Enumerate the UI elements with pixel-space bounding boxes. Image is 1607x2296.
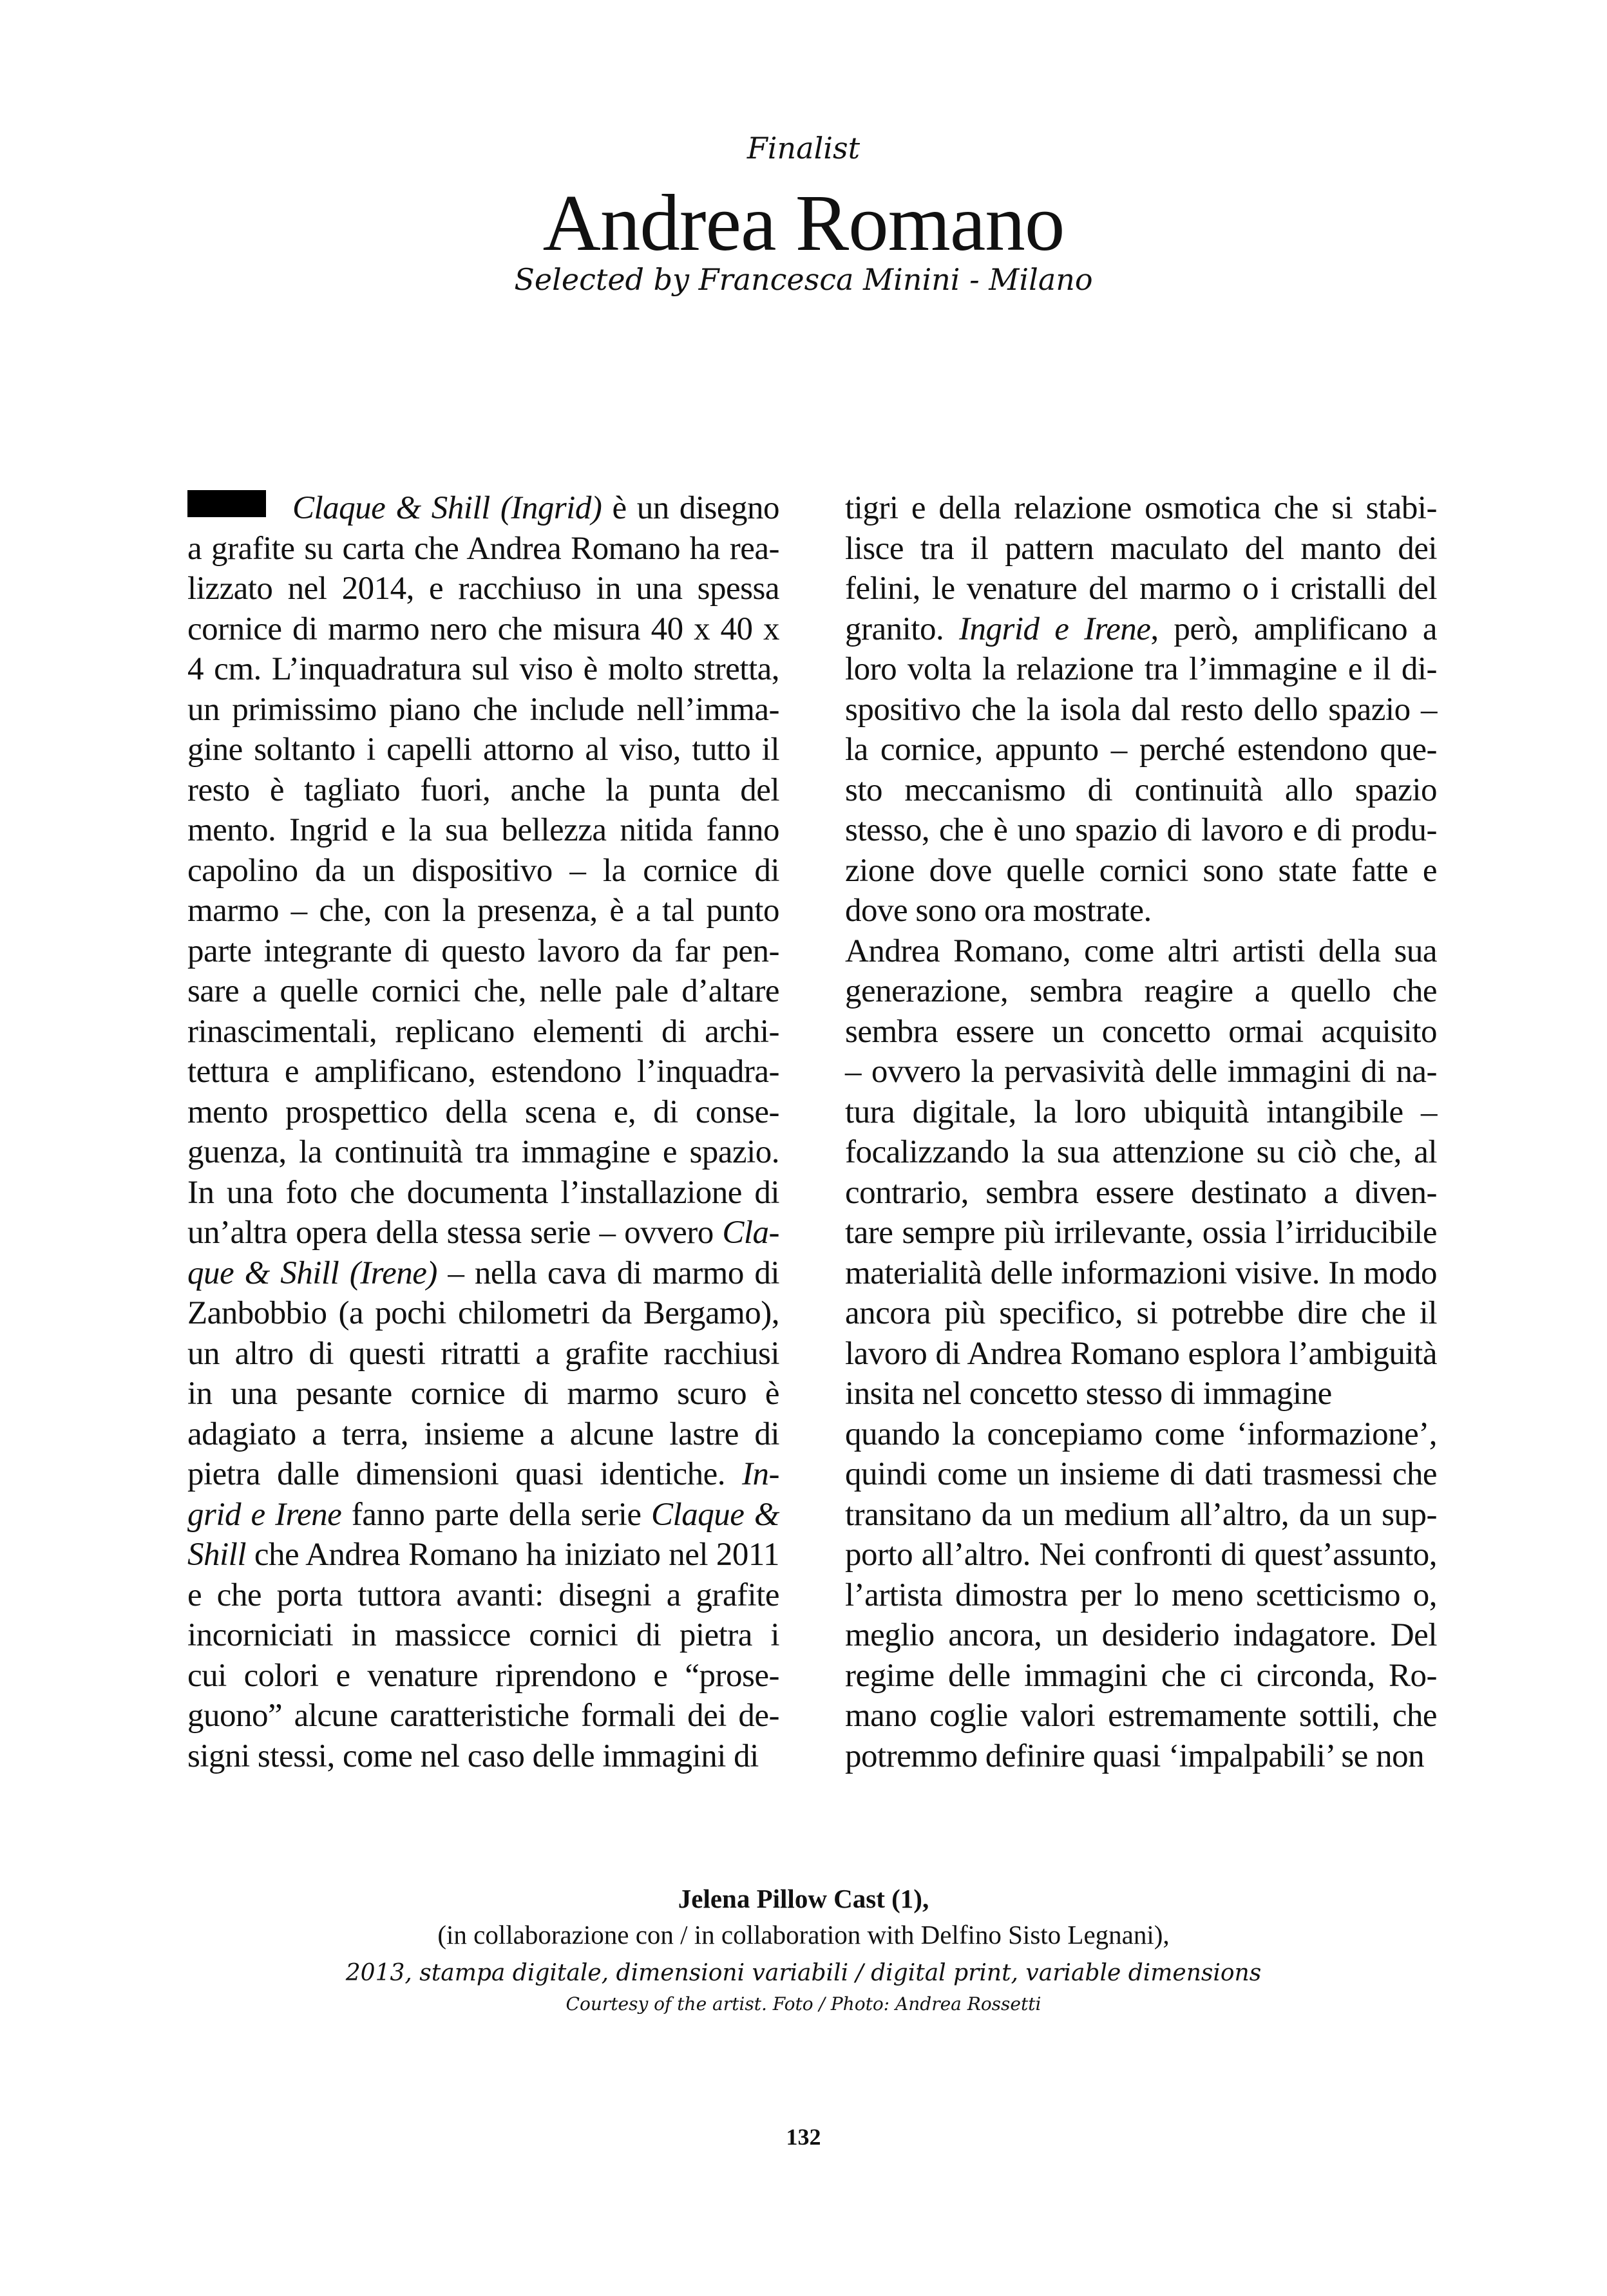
paragraph-marker-block [187,490,266,517]
text-line [187,1172,779,1213]
text-line [845,1172,1437,1213]
text-line [845,649,1437,690]
text-line [845,1011,1437,1052]
text-line [845,1736,1424,1777]
text-line [187,689,779,730]
text-segment: quindi come un insieme di dati trasmessi che [845,1456,1437,1492]
text-segment: In una foto che documenta l’installazione di [187,1174,779,1211]
text-segment: contrario, sembra essere destinato a diven- [845,1174,1437,1211]
text-line [187,1454,779,1495]
caption-medium: 2013, stampa digitale, dimensioni variabili / digital print, variable dimensions [345,1960,1262,1986]
text-segment: cui colori e venature riprendono e “prose- [187,1657,779,1694]
text-segment: – nella cava di marmo di [437,1255,779,1291]
text-line [187,1736,759,1777]
text-line [187,1132,779,1173]
text-line [187,1373,779,1414]
text-segment: incorniciati in massicce cornici di pietra i [187,1617,779,1653]
text-segment: spositivo che la isola dal resto dello spazio – [845,691,1437,728]
text-line [845,1333,1437,1374]
text-line [845,1092,1437,1133]
text-segment: un altro di questi ritratti a grafite racchiusi [187,1335,779,1372]
text-line [845,1695,1437,1736]
text-line [845,528,1437,569]
artist-name-title: Andrea Romano [542,179,1065,268]
text-line [187,1534,779,1575]
text-segment: l’artista dimostra per lo meno scetticismo o, [845,1577,1437,1613]
text-segment: stesso, che è uno spazio di lavoro e di produ- [845,812,1437,848]
text-line [845,1132,1437,1173]
text-segment: pietra dalle dimensioni quasi identiche. [187,1456,743,1492]
text-line [187,850,779,891]
text-line [187,890,779,931]
text-line [845,729,1437,770]
text-segment: lizzato nel 2014, e racchiuso in una spessa [187,571,779,607]
text-segment: lavoro di Andrea Romano esplora l’ambiguità [845,1335,1437,1372]
text-line [845,1655,1437,1696]
text-line [187,1695,779,1736]
text-line [845,850,1437,891]
text-segment: 4 cm. L’inquadratura sul viso è molto stretta, [187,651,779,687]
text-line [845,770,1437,811]
italic-title-segment: Claque & [651,1496,779,1533]
text-segment: ancora più specifico, si potrebbe dire che il [845,1295,1437,1331]
text-segment: signi stessi, come nel caso delle immagini di [187,1738,759,1774]
text-line [187,810,779,851]
text-segment: rinascimentali, replicano elementi di archi- [187,1013,779,1050]
text-segment: tigri e della relazione osmotica che si stabi- [845,490,1437,526]
caption-collaboration: (in collaborazione con / in collaboration with Delfino Sisto Legnani), [437,1920,1170,1950]
italic-title-segment: Cla- [722,1215,779,1251]
text-segment: cornice di marmo nero che misura 40 x 40 x [187,611,779,647]
text-line [187,770,779,811]
text-line [845,609,1437,650]
text-line [187,1615,779,1656]
text-line [187,1293,779,1334]
text-line [187,931,779,972]
text-segment: in una pesante cornice di marmo scuro è [187,1376,779,1412]
text-segment: adagiato a terra, insieme a alcune lastre di [187,1416,779,1452]
text-line [187,1253,779,1294]
text-segment: felini, le venature del marmo o i cristalli del [845,571,1437,607]
italic-title-segment: que & Shill (Irene) [187,1255,437,1291]
text-line [845,1494,1437,1535]
text-segment: materialità delle informazioni visive. In modo [845,1255,1437,1291]
text-segment: generazione, sembra reagire a quello che [845,973,1437,1009]
text-line [845,971,1437,1012]
text-segment: guenza, la continuità tra immagine e spazio. [187,1134,779,1170]
text-line [845,488,1437,529]
text-line [845,1615,1437,1656]
text-segment: tettura e amplificano, estendono l’inquadra- [187,1054,779,1090]
text-segment: – ovvero la pervasività delle immagini di na- [845,1054,1437,1090]
text-segment: parte integrante di questo lavoro da far pen- [187,933,779,969]
text-segment: transitano da un medium all’altro, da un sup- [845,1496,1437,1533]
text-segment: tare sempre più irrilevante, ossia l’irriducibile [845,1215,1437,1251]
text-line [845,1373,1332,1414]
text-segment: fanno parte della serie [341,1496,652,1533]
text-line [187,1333,779,1374]
text-line [845,1212,1437,1253]
text-line [845,1454,1437,1495]
text-segment: guono” alcune caratteristiche formali dei de- [187,1698,779,1734]
text-segment: un’altra opera della stessa serie – ovvero [187,1215,723,1251]
text-line [187,1212,779,1253]
italic-title-segment: Shill [187,1537,247,1573]
text-segment: meglio ancora, un desiderio indagatore. Del [845,1617,1437,1653]
text-segment: marmo – che, con la presenza, è a tal punto [187,893,779,929]
text-segment: potremmo definire quasi ‘impalpabili’ se non [845,1738,1425,1774]
section-label: Finalist [746,131,861,166]
text-segment: resto è tagliato fuori, anche la punta del [187,772,779,808]
page-number: 132 [786,2124,821,2150]
text-line [845,568,1437,609]
text-segment: gine soltanto i capelli attorno al viso, tutto il [187,732,779,768]
text-segment: mento prospettico della scena e, di conse- [187,1094,779,1130]
text-line [187,528,779,569]
text-segment: lisce tra il pattern maculato del manto dei [845,530,1437,567]
text-line [187,609,779,650]
text-line [845,689,1437,730]
text-segment: Zanbobbio (a pochi chilometri da Bergamo), [187,1295,779,1331]
text-line [292,488,779,529]
text-line [187,1655,779,1696]
text-line [845,810,1437,851]
text-segment: e che porta tuttora avanti: disegni a grafite [187,1577,779,1613]
text-segment: mano coglie valori estremamente sottili, che [845,1698,1437,1734]
text-line [845,1293,1437,1334]
text-segment: porto all’altro. Nei confronti di quest’assunto, [845,1537,1437,1573]
text-line [187,1575,779,1616]
text-segment: che Andrea Romano ha iniziato nel 2011 [246,1537,779,1573]
text-line [187,1051,779,1092]
text-line [187,971,779,1012]
text-segment: dove sono ora mostrate. [845,893,1152,929]
italic-title-segment: Claque & Shill (Ingrid) [292,490,602,526]
caption-title: Jelena Pillow Cast (1), [678,1884,929,1913]
text-line [845,1051,1437,1092]
text-line [187,649,779,690]
text-line [187,729,779,770]
text-line [845,1253,1437,1294]
text-segment: la cornice, appunto – perché estendono que- [845,732,1437,768]
text-segment: capolino da un dispositivo – la cornice di [187,852,779,889]
text-line [187,1414,779,1455]
text-segment: sembra essere un concetto ormai acquisito [845,1013,1437,1050]
text-line [187,1494,779,1535]
text-segment: regime delle immagini che ci circonda, Ro- [845,1657,1437,1694]
text-segment: granito. [845,611,959,647]
text-line [845,1534,1437,1575]
text-segment: Andrea Romano, come altri artisti della sua [845,933,1437,969]
text-line [845,1414,1437,1455]
text-line [187,568,779,609]
text-line [187,1011,779,1052]
caption-credit: Courtesy of the artist. Foto / Photo: Andrea Rossetti [566,1993,1041,2015]
text-line [845,931,1437,972]
italic-title-segment: grid e Irene [187,1496,342,1533]
text-segment: quando la concepiamo come ‘informazione’, [845,1416,1437,1452]
text-segment: mento. Ingrid e la sua bellezza nitida fanno [187,812,779,848]
text-segment: a grafite su carta che Andrea Romano ha rea- [187,530,779,567]
italic-title-segment: Ingrid e Irene [958,611,1151,647]
text-segment: insita nel concetto stesso di immagine [845,1376,1332,1412]
text-line [845,890,1152,931]
text-segment: zione dove quelle cornici sono state fatte e [845,852,1437,889]
text-segment: tura digitale, la loro ubiquità intangibile – [845,1094,1437,1130]
curator-subtitle: Selected by Francesca Minini - Milano [514,262,1093,297]
italic-title-segment: In- [742,1456,779,1492]
text-segment: un primissimo piano che include nell’imma- [187,691,779,728]
text-line [845,1575,1437,1616]
text-segment: sto meccanismo di continuità allo spazio [845,772,1437,808]
text-line [187,1092,779,1133]
text-segment: sare a quelle cornici che, nelle pale d’altare [187,973,779,1009]
text-segment: è un disegno [602,490,779,526]
text-segment: focalizzando la sua attenzione su ciò che, al [845,1134,1437,1170]
text-segment: loro volta la relazione tra l’immagine e il di- [845,651,1437,687]
text-segment: , però, amplificano a [1150,611,1437,647]
